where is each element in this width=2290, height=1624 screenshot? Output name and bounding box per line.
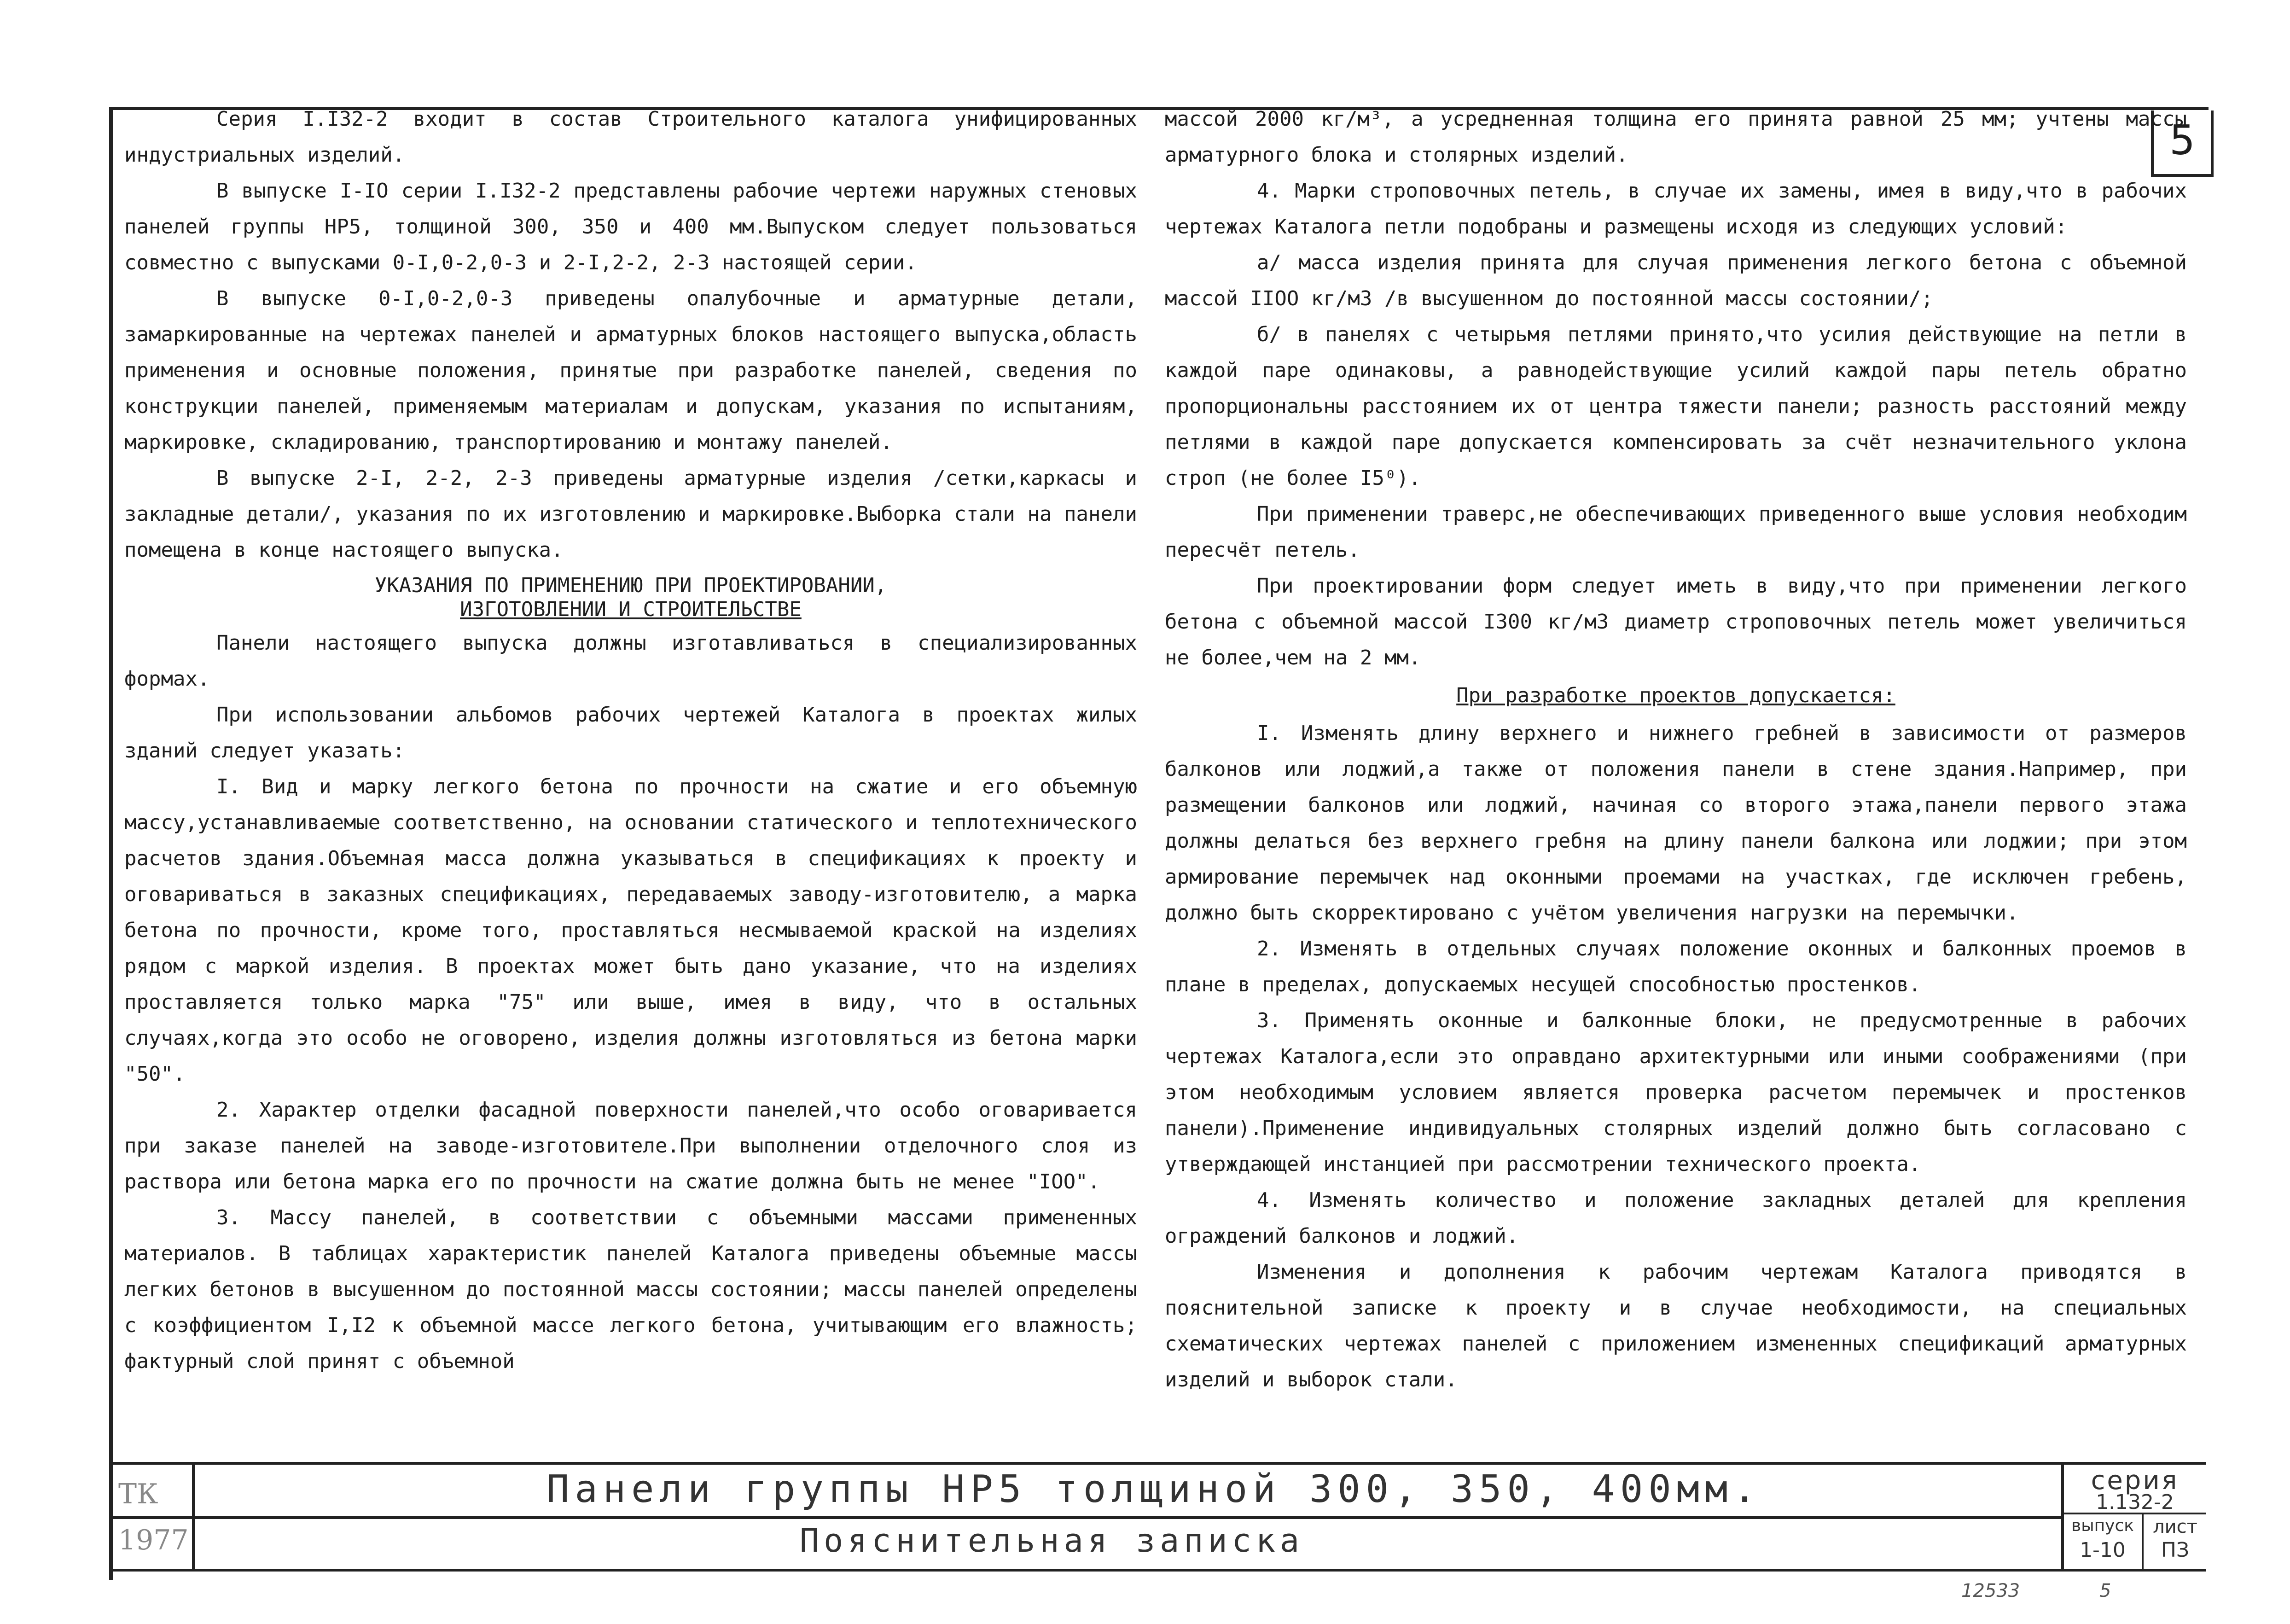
left-paragraph-8: 2. Характер отделки фасадной поверхности панелей,что особо оговаривается при заказе панелей на заводе-изготовителе.При выполнении отделочного слоя из раствора или бетона марка его по прочности на сжатие должна быть не менее "IOO". [124, 1098, 1137, 1193]
right-paragraph-4: б/ в панелях с четырьмя петлями принято,что усилия действующие на петли в каждой паре одинаковы, а равнодействующие усилий каждой пары петель обратно пропорциональны расстоянием их от центра тяжести панели; разность расстояний между петлями в каждой паре допускается компенсировать за счёт незначительного уклона строп (не более I5⁰). [1165, 323, 2187, 490]
series-label: серия [2091, 1466, 2179, 1496]
sheet-value: ПЗ [2161, 1538, 2190, 1562]
right-paragraph-6: При проектировании форм следует иметь в виду,что при применении легкого бетона с объемной массой I300 кг/м3 диаметр строповочных петель может увеличиться не более,чем на 2 мм. [1165, 574, 2187, 669]
section-heading-line-2: ИЗГОТОВЛЕНИИ И СТРОИТЕЛЬСТВЕ [460, 598, 802, 621]
page-mark: 5 [2099, 1580, 2111, 1601]
left-paragraph-9: 3. Массу панелей, в соответствии с объемными массами примененных материалов. В таблицах характеристик панелей Каталога приведены объемные массы легких бетонов в высушенном до постоянной массы состоянии; массы панелей определены с коэффициентом I,I2 к объемной массе легкого бетона, учитывающим его влажность; фактурный слой принят с объемной [124, 1206, 1137, 1373]
right-column [1165, 101, 2187, 1398]
inventory-number: 12533 [1961, 1580, 2020, 1601]
title-block-top-line [109, 1462, 2206, 1465]
issue-label: выпуск [2071, 1516, 2134, 1535]
right-paragraph-7: I. Изменять длину верхнего и нижнего гребней в зависимости от размеров балконов или лоджий,а также от положения панели в стене здания.Например, при размещении балконов или лоджий, начиная со второго этажа,панели первого этажа должны делаться без верхнего гребня на длину панели балкона или лоджии; при этом армирование перемычек над оконными проемами на участках, где исключен гребень, должно быть скорректировано с учётом увеличения нагрузки на перемычки. [1165, 722, 2187, 925]
left-paragraph-3: В выпуске 0-I,0-2,0-3 приведены опалубочные и арматурные детали, замаркированные на чертежах панелей и арматурных блоков настоящего выпуска,область применения и основные положения, принятые при разработке панелей, сведения по конструкции панелей, применяемым материалам и допускам, указания по испытаниям, маркировке, складированию, транспортированию и монтажу панелей. [124, 287, 1137, 454]
issue-value: 1-10 [2080, 1538, 2126, 1562]
frame-left-border [109, 107, 113, 1580]
permissions-heading: При разработке проектов допускается: [1456, 684, 1895, 707]
title-block-bottom-line [109, 1569, 2206, 1572]
right-paragraph-3: а/ масса изделия принята для случая применения легкого бетона с объемной массой IIOO кг/м3 /в высушенном до постоянной массы состоянии/; [1165, 251, 2187, 310]
right-paragraph-1: массой 2000 кг/м³, а усредненная толщина его принята равной 25 мм; учтены массы арматурного блока и столярных изделий. [1165, 107, 2187, 167]
left-paragraph-6: При использовании альбомов рабочих чертежей Каталога в проектах жилых зданий следует указать: [124, 703, 1137, 763]
left-paragraph-2: В выпуске I-IO серии I.I32-2 представлены рабочие чертежи наружных стеновых панелей группы НР5, толщиной 300, 350 и 400 мм.Выпуском следует пользоваться совместно с выпусками 0-I,0-2,0-3 и 2-I,2-2, 2-3 настоящей серии. [124, 179, 1137, 274]
section-heading [124, 574, 1137, 622]
right-paragraph-10: 4. Изменять количество и положение закладных деталей для крепления ограждений балконов и лоджий. [1165, 1188, 2187, 1248]
left-column [124, 101, 1137, 1380]
drawing-subtitle: Пояснительная записка [800, 1522, 1304, 1560]
left-paragraph-1: Серия I.I32-2 входит в состав Строительного каталога унифицированных индустриальных изделий. [124, 107, 1137, 167]
right-paragraph-2: 4. Марки строповочных петель, в случае их замены, имея в виду,что в рабочих чертежах Каталога петли подобраны и размещены исходя из следующих условий: [1165, 179, 2187, 239]
left-paragraph-4: В выпуске 2-I, 2-2, 2-3 приведены арматурные изделия /сетки,каркасы и закладные детали/, указания по их изготовлению и маркировке.Выборка стали на панели помещена в конце настоящего выпуска. [124, 466, 1137, 562]
title-block [109, 1462, 2206, 1572]
right-paragraph-8: 2. Изменять в отдельных случаях положение оконных и балконных проемов в плане в пределах, допускаемых несущей способностью простенков. [1165, 937, 2187, 996]
left-stamp-marks: ТК 1977 [118, 1478, 189, 1556]
series-value: 1.132-2 [2096, 1490, 2174, 1514]
title-block-left-divider [192, 1462, 195, 1572]
right-paragraph-9: 3. Применять оконные и балконные блоки, не предусмотренные в рабочих чертежах Каталога,если это оправдано архитектурными или иными соображениями (при этом необходимым условием является проверка расчетом перемычек и простенков панели).Применение индивидуальных столярных изделий должно быть согласовано с утверждающей инстанцией при рассмотрении технического проекта. [1165, 1009, 2187, 1176]
sheet-divider [2142, 1513, 2144, 1572]
left-paragraph-5: Панели настоящего выпуска должны изготавливаться в специализированных формах. [124, 631, 1137, 691]
left-paragraph-7: I. Вид и марку легкого бетона по прочности на сжатие и его объемную массу,устанавливаемые соответственно, на основании статического и теплотехнического расчетов здания.Объемная масса должна указываться в спецификациях к проекту и оговариваться в заказных спецификациях, передаваемых заводу-изготовителю, а марка бетона по прочности, кроме того, проставляться несмываемой краской на изделиях рядом с маркой изделия. В проектах может быть дано указание, что на изделиях проставляется только марка "75" или выше, имея в виду, что в остальных случаях,когда это особо не оговорено, изделия должны изготовляться из бетона марки "50". [124, 775, 1137, 1086]
drawing-title: Панели группы НР5 толщиной 300, 350, 400мм. [546, 1467, 1761, 1511]
right-paragraph-11: Изменения и дополнения к рабочим чертежам Каталога приводятся в пояснительной записке к проекту и в случае необходимости, на специальных схематических чертежах панелей с приложением измененных спецификаций арматурных изделий и выборок стали. [1165, 1260, 2187, 1391]
sheet-number: 5 [2169, 116, 2195, 164]
section-heading-line-1: УКАЗАНИЯ ПО ПРИМЕНЕНИЮ ПРИ ПРОЕКТИРОВАНИИ, [374, 574, 887, 597]
title-block-mid-line [109, 1516, 2061, 1519]
sheet-label: лист [2153, 1516, 2197, 1537]
right-paragraph-5: При применении траверс,не обеспечивающих приведенного выше условия необходим пересчёт петель. [1165, 502, 2187, 562]
